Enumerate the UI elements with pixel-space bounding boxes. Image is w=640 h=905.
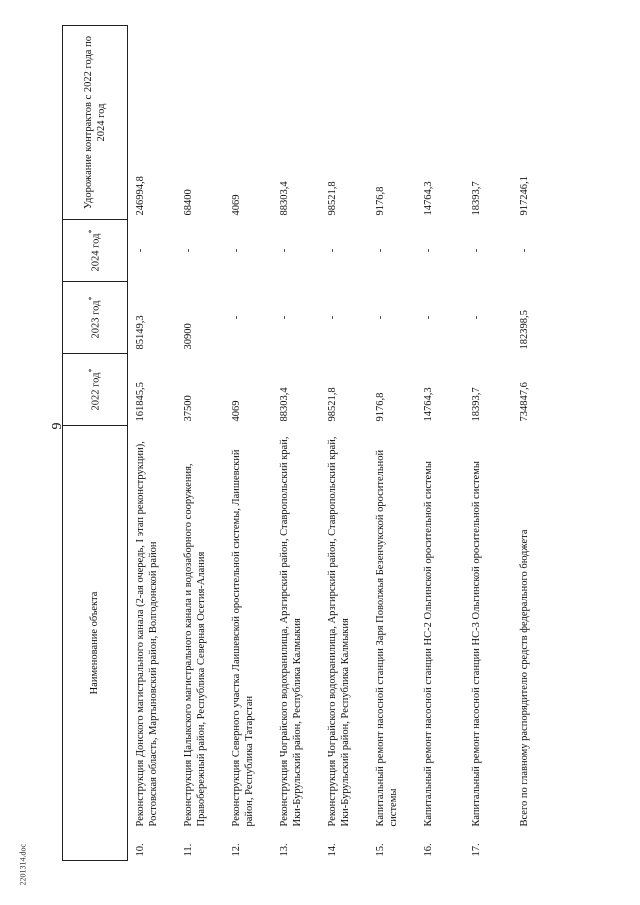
table-row — [468, 26, 516, 861]
row-name: Реконструкция Чограйского водохранилища, Арзгирский район, Ставропольский край, Ики-Бурульский район, Республика Калмыкия — [327, 436, 352, 827]
row-2024: - — [183, 248, 194, 253]
row-2024: - — [327, 248, 338, 253]
row-name: Капитальный ремонт насосной станции Заря Поволжья Безенчукской оросительной системы — [375, 449, 400, 827]
row-2023: - — [423, 315, 434, 320]
row-number: 12. — [231, 843, 242, 857]
table-row — [276, 26, 324, 861]
row-name: Всего по главному распорядителю средств федерального бюджета — [519, 529, 530, 827]
row-number: 15. — [375, 843, 386, 857]
row-number: 13. — [279, 843, 290, 857]
header-2022: 2022 год* — [63, 354, 128, 426]
row-2024: - — [423, 248, 434, 253]
row-increase: 18393,7 — [471, 181, 482, 216]
row-name: Реконструкция Цалыкского магистрального канала и водозаборного сооружения, Правобережный район, Республика Северная Осетия-Алания — [183, 463, 208, 827]
table-row — [180, 26, 228, 861]
rotated-table-area — [62, 26, 612, 861]
objects-table — [62, 25, 564, 861]
row-name: Капитальный ремонт насосной станции НС-3 Ольгинской оросительной системы — [471, 461, 482, 827]
row-2022: 18393,7 — [471, 387, 482, 422]
row-name: Реконструкция Северного участка Лаишевской оросительной системы, Лаишевский район, Республика Татарстан — [231, 449, 256, 827]
table-row — [420, 26, 468, 861]
row-2023: - — [327, 315, 338, 320]
header-2023: 2023 год* — [63, 282, 128, 354]
header-name: Наименование объекта — [63, 426, 128, 861]
row-2022: 161845,5 — [135, 382, 146, 422]
table-row — [128, 26, 181, 861]
row-number: 14. — [327, 843, 338, 857]
row-2024: - — [135, 248, 146, 253]
row-increase: 68400 — [183, 189, 194, 216]
table-row-total — [516, 26, 564, 861]
table-row — [324, 26, 372, 861]
row-2024: - — [231, 248, 242, 253]
row-name: Реконструкция Донского магистрального канала (2-ая очередь, I этап реконструкции), Ростовская область, Мартыновский район, Волгодонской район — [135, 441, 160, 827]
row-2022: 98521,8 — [327, 387, 338, 422]
row-increase: 98521,8 — [327, 181, 338, 216]
row-2022: 14764,3 — [423, 387, 434, 422]
row-2024: - — [519, 248, 530, 253]
row-increase: 14764,3 — [423, 181, 434, 216]
row-2023: 182398,5 — [519, 310, 530, 350]
row-2022: 37500 — [183, 395, 194, 422]
row-increase: 246994,8 — [135, 176, 146, 216]
row-increase: 917246,1 — [519, 176, 530, 216]
row-2022: 9176,8 — [375, 392, 386, 422]
row-2023: 85149,3 — [135, 315, 146, 350]
row-2023: 30900 — [183, 323, 194, 350]
row-2023: - — [375, 315, 386, 320]
row-name: Капитальный ремонт насосной станции НС-2 Ольгинской оросительной системы — [423, 461, 434, 827]
row-number: 11. — [183, 843, 194, 857]
table-header-row — [63, 26, 128, 861]
row-2022: 4069 — [231, 400, 242, 422]
footer-filename: 2201314.doc — [18, 843, 28, 886]
row-increase: 9176,8 — [375, 186, 386, 216]
table-row — [228, 26, 276, 861]
row-2024: - — [375, 248, 386, 253]
page-number: 9 — [50, 422, 65, 430]
row-number: 16. — [423, 843, 434, 857]
header-2024: 2024 год* — [63, 220, 128, 282]
row-number — [516, 831, 564, 861]
row-number: 17. — [471, 843, 482, 857]
row-2023: - — [471, 315, 482, 320]
row-2022: 88303,4 — [279, 387, 290, 422]
row-increase: 88303,4 — [279, 181, 290, 216]
row-2023: - — [279, 315, 290, 320]
row-name: Реконструкция Чограйского водохранилища, Арзгирский район, Ставропольский край, Ики-Бурульский район, Республика Калмыкия — [279, 436, 304, 827]
row-2023: - — [231, 315, 242, 320]
row-increase: 4069 — [231, 194, 242, 216]
row-2024: - — [279, 248, 290, 253]
table-row — [372, 26, 420, 861]
header-increase: Удорожание контрактов с 2022 года по 2024 год — [63, 26, 128, 220]
row-2022: 734847,6 — [519, 382, 530, 422]
row-2024: - — [471, 248, 482, 253]
row-number: 10. — [135, 843, 146, 857]
